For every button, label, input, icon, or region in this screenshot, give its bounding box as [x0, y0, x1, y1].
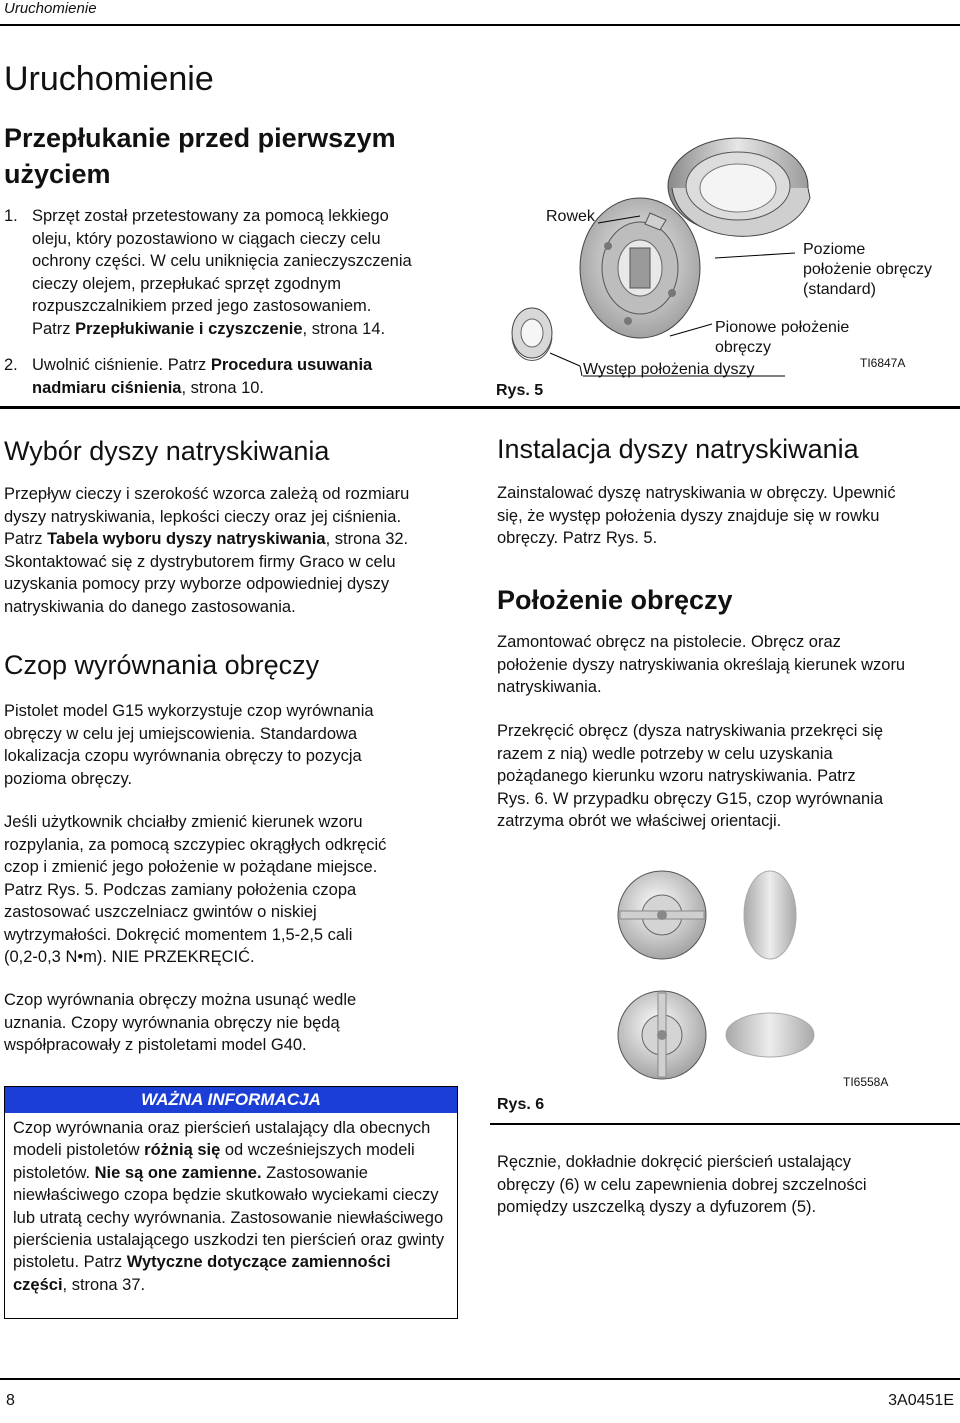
text-line: współpracowały z pistoletami model G40. — [4, 1036, 307, 1054]
figure-6 — [600, 855, 860, 1090]
text-line: zatrzyma obrót we właściwej orientacji. — [497, 812, 782, 830]
figure-caption: Rys. 5 — [496, 382, 544, 399]
ref-suffix: , strona 32. — [325, 530, 409, 548]
text-line: razem z nią) wedle potrzeby w celu uzyskania — [497, 744, 833, 763]
text-line: obręczy (6) w celu zapewnienia dobrej szczelności — [497, 1175, 867, 1194]
notice-emphasis: Nie są one zamienne. — [94, 1163, 262, 1182]
label-line: obręczy — [715, 339, 772, 356]
text-line: pozioma obręczy. — [4, 769, 133, 788]
label-tab: Występ położenia dyszy — [583, 361, 755, 378]
step-line: Sprzęt został przetestowany za pomocą lekkiego — [32, 207, 389, 225]
header-rule — [0, 24, 960, 26]
text-line: lokalizacja czopu wyrównania obręczy to pozycja — [4, 747, 362, 765]
text-line: zastosować uszczelniacz gwintów o niskiej — [4, 903, 317, 921]
final-paragraph — [497, 1151, 957, 1219]
text-line: Jeśli użytkownik chciałby zmienić kierunek wzoru — [4, 813, 363, 831]
label-vertical — [715, 318, 849, 358]
step-number: 1. — [4, 207, 18, 225]
text-line: (0,2-0,3 N•m). NIE PRZEKRĘCIĆ. — [4, 948, 255, 966]
ref-link[interactable]: Tabela wyboru dyszy natryskiwania — [47, 530, 326, 548]
notice-emphasis: różnią się — [144, 1141, 221, 1160]
notice-text: Zastosowanie niewłaściwego czopa będzie skutkowało wyciekami cieczy lub utratą cechy wyrównania. Zastosowanie niewłaściwego pierścienia ustalającego uszkodzi ten pierścień oraz gwinty pistoletu. Patrz — [13, 1163, 445, 1272]
footer-rule — [0, 1378, 960, 1380]
text-line: położenie dyszy natryskiwania określają kierunek wzoru — [497, 655, 906, 674]
notice-box — [4, 1086, 458, 1319]
step-line: rozpuszczalnikiem przed jego zastosowaniem. — [32, 297, 372, 315]
nozzle-heading: Wybór dyszy natryskiwania — [4, 436, 330, 466]
step-line: ochrony części. W celu uniknięcia zanieczyszczenia — [32, 252, 412, 270]
pin-heading: Czop wyrównania obręczy — [4, 650, 320, 680]
text-line: obręczy w celu jej umiejscowienia. Standardowa — [4, 724, 358, 743]
notice-body — [5, 1113, 457, 1302]
ref-prefix: Patrz — [32, 319, 76, 338]
notice-text: , strona 37. — [62, 1275, 146, 1294]
label-line: Poziome — [803, 241, 866, 258]
text-line: Skontaktować się z dystrybutorem firmy Graco w celu — [4, 552, 396, 571]
text-line: pomiędzy uszczelką dyszy a dyfuzorem (5). — [497, 1198, 817, 1216]
flush-heading: Przepłukanie przed pierwszym użyciem — [4, 123, 396, 189]
text-line: czop i zmienić jego położenie w pożądane miejsce. — [4, 858, 378, 876]
ref-link[interactable]: Przepłukiwanie i czyszczenie — [75, 319, 303, 338]
position-paragraph-1 — [497, 631, 957, 699]
flush-steps — [0, 205, 470, 399]
position-paragraph-2 — [497, 720, 957, 833]
install-paragraph — [497, 482, 957, 550]
ref-suffix: , strona 10. — [181, 378, 265, 397]
ref-suffix: , strona 14. — [302, 319, 386, 338]
text-line: pożądanego kierunku wzoru natryskiwania. Patrz — [497, 767, 856, 785]
label-groove: Rowek — [546, 208, 595, 225]
text-line: obręczy. Patrz Rys. 5. — [497, 529, 658, 547]
text-line: Patrz Rys. 5. Podczas zamiany położenia czopa — [4, 880, 357, 899]
text-line: Czop wyrównania obręczy można usunąć wedle — [4, 991, 357, 1009]
step-1 — [0, 205, 470, 340]
running-header: Uruchomienie — [4, 0, 97, 17]
text-line: natryskiwania. — [497, 678, 602, 696]
step-number: 2. — [4, 356, 18, 374]
text-line: Zamontować obręcz na pistolecie. Obręcz oraz — [497, 633, 841, 651]
text-line: uzyskania pomocy przy wyborze odpowiedniej dyszy — [4, 575, 390, 593]
figure-code: TI6558A — [843, 1075, 889, 1089]
page-title: Uruchomienie — [4, 60, 214, 98]
label-line: położenie obręczy — [803, 261, 932, 278]
step-2 — [0, 354, 470, 399]
pin-paragraph-3 — [4, 989, 474, 1057]
figure-rule — [0, 406, 960, 408]
label-line: (standard) — [803, 281, 876, 298]
position-heading: Położenie obręczy — [497, 585, 733, 615]
text-line: Ręcznie, dokładnie dokręcić pierścień ustalający — [497, 1153, 852, 1171]
text-line: Zainstalować dyszę natryskiwania w obręczy. Upewnić — [497, 484, 896, 502]
notice-text: Czop wyrównania oraz pierścień ustalający dla obecnych modeli pistoletów — [13, 1119, 431, 1160]
ref-link[interactable]: Procedura usuwania — [210, 356, 373, 374]
air-cap-orientation-illustration — [600, 855, 860, 1090]
nozzle-paragraph — [4, 483, 474, 618]
text-line: wytrzymałości. Dokręcić momentem 1,5-2,5 cali — [4, 925, 353, 944]
text-line: uznania. Czopy wyrównania obręczy nie będą — [4, 1013, 340, 1032]
notice-text: od wcześniejszych modeli pistoletów. — [13, 1141, 415, 1182]
text-line: Rys. 6. W przypadku obręczy G15, czop wyrównania — [497, 789, 884, 808]
text-line: się, że występ położenia dyszy znajduje się w rowku — [497, 506, 880, 525]
install-heading: Instalacja dyszy natryskiwania — [497, 434, 859, 464]
label-horizontal — [803, 240, 932, 300]
text-line: Przepływ cieczy i szerokość wzorca zależą od rozmiaru — [4, 485, 410, 503]
label-line: Pionowe położenie — [715, 319, 850, 336]
document-number: 3A0451E — [888, 1392, 954, 1409]
text-line: Przekręcić obręcz (dysza natryskiwania przekręci się — [497, 722, 884, 740]
pin-paragraph-1 — [4, 700, 474, 790]
pin-paragraph-2 — [4, 811, 474, 969]
step-line: cieczy olejem, przepłukać sprzęt zgodnym — [32, 274, 342, 293]
text-line: rozpylania, za pomocą szczypiec okrągłych odkręcić — [4, 835, 387, 854]
figure-5 — [490, 128, 960, 403]
figure-caption: Rys. 6 — [497, 1096, 545, 1113]
figure-rule — [490, 1123, 960, 1125]
figure-code: TI6847A — [860, 356, 906, 370]
page-number: 8 — [6, 1392, 15, 1409]
step-line: oleju, który pozostawiono w ciągach cieczy celu — [32, 229, 381, 248]
text-line: dyszy natryskiwania, lepkości cieczy oraz jej ciśnienia. — [4, 507, 402, 526]
text-line: Pistolet model G15 wykorzystuje czop wyrównania — [4, 702, 374, 720]
step-text: Uwolnić ciśnienie. Patrz — [32, 356, 211, 374]
ref-link[interactable]: Wytyczne dotyczące zamienności części — [13, 1253, 391, 1294]
text-line: natryskiwania do danego zastosowania. — [4, 597, 296, 616]
ref-prefix: Patrz — [4, 530, 48, 548]
ref-link[interactable]: nadmiaru ciśnienia — [32, 378, 182, 397]
notice-heading: WAŻNA INFORMACJA — [5, 1087, 457, 1113]
